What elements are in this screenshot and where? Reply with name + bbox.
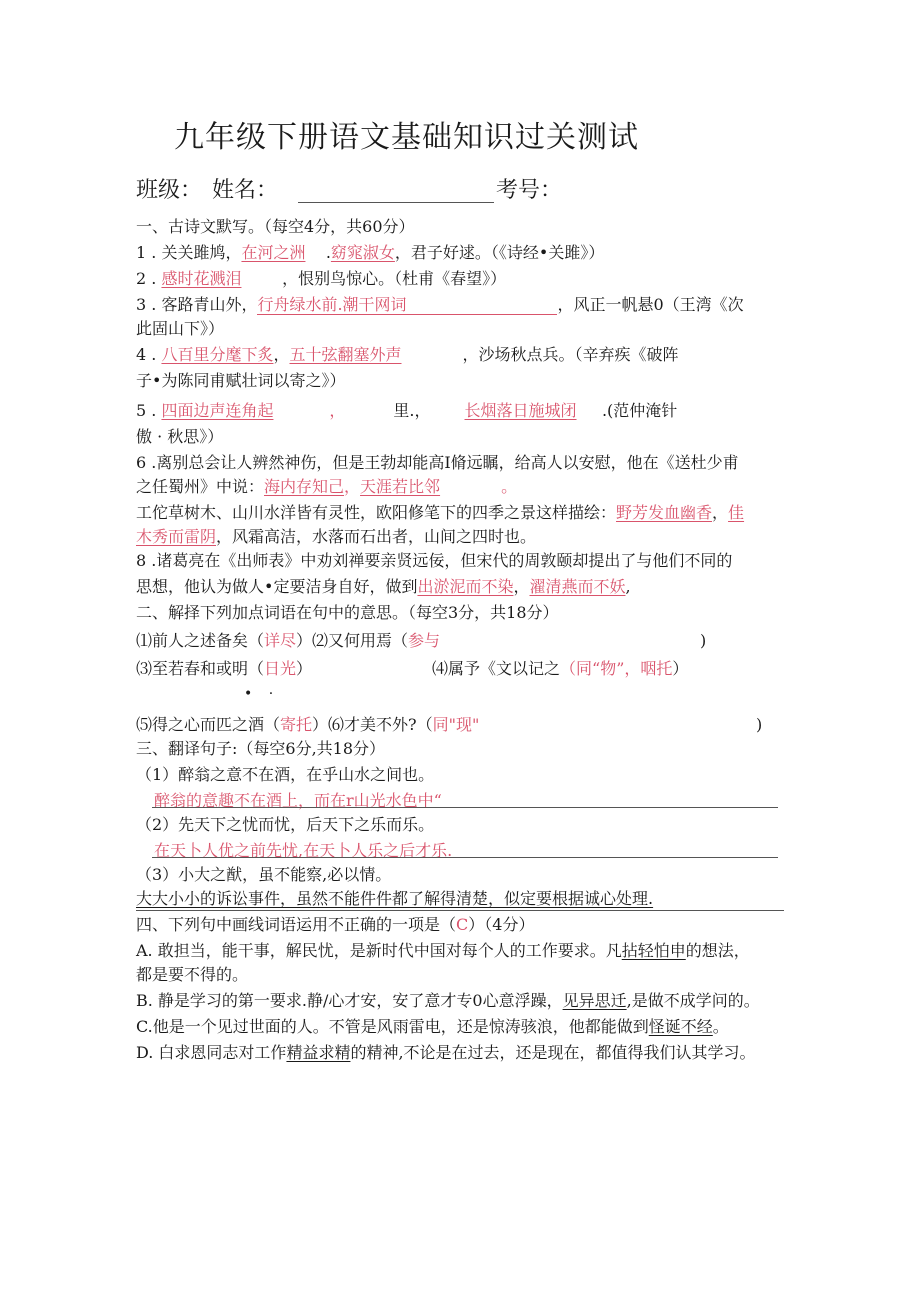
question-8	[136, 550, 732, 572]
option-b-post: ,是做不成学问的。	[626, 991, 760, 1010]
q5-pre: .	[146, 401, 162, 420]
q5-mid-2: 里.，	[393, 401, 431, 420]
item-4-close: ）	[672, 659, 689, 678]
q4-mid: ，	[273, 345, 290, 364]
sentence-1-answer: 醉翁的意趣不在酒上，而在r山光水色中“	[154, 791, 442, 810]
question-1	[136, 242, 604, 264]
item-5-text: ⑸得之心而匹之酒（	[136, 715, 281, 734]
option-c-underlined: 怪诞不经	[648, 1017, 713, 1036]
item-1-answer: 详尽	[264, 631, 297, 650]
option-b-underlined: 见异思迁	[562, 991, 627, 1010]
item-2-close: )	[700, 631, 707, 650]
q8-cont-pre: 思想，他认为做人•定要洁身自好，做到	[136, 577, 418, 596]
name-blank-line	[298, 202, 494, 203]
answer-line-2	[152, 857, 778, 858]
sentence-2: （2）先天下之忧而忧，后天下之乐而乐。	[136, 815, 435, 834]
option-a-continuation: 都是要不得的。	[136, 965, 249, 984]
sentence-1: （1）醉翁之意不在酒，在乎山水之间也。	[136, 765, 435, 784]
q7-continuation	[136, 526, 536, 548]
q3-post: ，风正一帆悬0（王湾《次	[557, 295, 744, 314]
section1-heading: 一、古诗文默写。（每空4分，共60分）	[136, 217, 415, 236]
q6-pre: .离别总会让人辨然神伤，但是王勃却能高Ⅰ脩远瞩，给高人以安慰，他在《送杜少甫	[146, 453, 739, 472]
option-c-pre: C.他是一个见过世面的人。不管是风雨雷电，还是惊涛骇浪，他都能做到	[136, 1017, 649, 1036]
q7-answer-1: 野芳发血幽香	[616, 503, 713, 522]
q2-answer-1: 感时花溅泪	[161, 269, 242, 288]
class-label: 班级：	[136, 178, 203, 203]
q1-post: ，君子好逑。（《诗经•关雎》）	[394, 243, 605, 262]
q3-pre: . 客路青山外，	[146, 295, 258, 314]
question-2	[136, 268, 506, 290]
option-c-post: 。	[712, 1017, 729, 1036]
q1-answer-2: 窈窕淑女	[330, 243, 395, 262]
item-3-answer: 日光	[264, 659, 297, 678]
q5-answer-1: 四面边声连角起	[161, 401, 274, 420]
item-6-answer: 同"现"	[432, 715, 480, 734]
q4-continuation: 子•为陈同甫赋壮词以寄之》）	[136, 371, 346, 390]
exam-no-label: 考号：	[496, 178, 563, 203]
q1-pre: . 关关雎鸠，	[146, 243, 242, 262]
item-2-text: ）⑵又何用焉（	[296, 631, 409, 650]
answer-line-3	[136, 910, 784, 911]
section4-heading-post: ）（4分）	[468, 915, 535, 934]
q1-mid: .	[305, 243, 331, 262]
item-3-text: ⑶至若春和或明（	[136, 659, 265, 678]
page-title: 九年级下册语文基础知识过关测试	[174, 120, 639, 155]
section2-row-1	[136, 630, 440, 652]
q4-pre: .	[146, 345, 162, 364]
section4-answer: C	[456, 915, 469, 934]
section2-row-2a	[136, 658, 312, 680]
option-a-post: 的想法，	[685, 941, 750, 960]
question-5	[136, 400, 677, 422]
q8-answer-2: 濯清燕而不妖	[529, 577, 626, 596]
emphasis-dots: • ·	[244, 686, 280, 702]
sentence-3: （3）小大之猷，虽不能察,必以情。	[136, 865, 392, 884]
section3-heading: 三、翻译句子:（每空6分,共18分）	[136, 739, 386, 758]
sentence-2-answer: 在天卜人优之前先忧,在天卜人乐之后才乐.	[154, 841, 453, 860]
q8-num: 8	[136, 551, 147, 570]
question-7	[136, 502, 744, 524]
option-d	[136, 1042, 756, 1064]
q7-mid: ，	[712, 503, 729, 522]
q4-post: ，沙场秋点兵。（辛弃疾《破阵	[401, 345, 679, 364]
option-d-underlined: 精益求精	[286, 1043, 351, 1062]
q5-num: 5	[136, 401, 147, 420]
q3-continuation: 此固山下》）	[136, 319, 225, 338]
item-1-text: ⑴前人之述备矣（	[136, 631, 265, 650]
q5-continuation: 傲 · 秋思》）	[136, 427, 224, 446]
q6-mid: ，	[344, 477, 361, 496]
q7-answer-2b: 木秀而雷阴	[136, 527, 217, 546]
q7-post: ，风霜高洁，水落而石出者，山间之四时也。	[216, 527, 537, 546]
option-d-pre: D. 白求恩同志对工作	[136, 1043, 287, 1062]
question-6	[136, 452, 739, 474]
name-label: 姓名：	[212, 178, 279, 203]
q3-num: 3	[136, 295, 147, 314]
question-4	[136, 344, 679, 366]
item-3-close: ）	[296, 659, 313, 678]
q7-answer-2a: 佳	[728, 503, 745, 522]
q8-post: ,	[625, 577, 631, 596]
option-b	[136, 990, 760, 1012]
q6-cont-pre: 之任蜀州》中说：	[136, 477, 265, 496]
q4-answer-2: 五十弦翻塞外声	[289, 345, 402, 364]
section4-heading-pre: 四、下列句中画线词语运用不正确的一项是（	[136, 915, 457, 934]
item-4-text: ⑷属予《文以记之	[432, 659, 561, 678]
q6-continuation	[136, 476, 517, 498]
sentence-3-answer: 大大小小的诉讼事件，虽然不能件件都了解得清楚，似定要根据诚心处理.	[136, 889, 654, 908]
section2-row-2b	[432, 658, 688, 680]
q8-mid: ，	[513, 577, 530, 596]
q8-pre: .诸葛亮在《出师表》中劝刘禅要亲贤远佞，但宋代的周敦颐却提出了与他们不同的	[146, 551, 733, 570]
answer-line-1	[152, 807, 778, 808]
q7-pre: 工佗草树木、山川水洋皆有灵性，欧阳修笔下的四季之景这样描绘：	[136, 503, 617, 522]
q8-continuation	[136, 576, 631, 598]
q6-num: 6	[136, 453, 147, 472]
q6-post: 。	[440, 477, 518, 496]
q5-post: .(范仲淹针	[576, 401, 678, 420]
section2-heading: 二、解择下列加点词语在句中的意思。（每空3分，共18分）	[136, 603, 559, 622]
q4-answer-1: 八百里分麾下炙	[161, 345, 274, 364]
option-a-underlined: 拈轻怕申	[621, 941, 686, 960]
q5-mid-1: ，	[273, 401, 346, 420]
q6-answer-1: 海内存知己	[264, 477, 345, 496]
option-d-post: 的精神,不论是在过去，还是现在，都值得我们认其学习。	[350, 1043, 756, 1062]
q5-answer-3: 长烟落日施城闭	[464, 401, 577, 420]
option-a	[136, 940, 750, 962]
q2-pre: .	[146, 269, 162, 288]
item-6-text: ）⑹才美不外?（	[312, 715, 433, 734]
q3-answer-1: 行舟绿水前.潮干网词	[257, 296, 557, 315]
question-3	[136, 294, 744, 316]
q1-answer-1: 在河之洲	[241, 243, 306, 262]
q8-answer-1: 出淤泥而不染	[417, 577, 514, 596]
option-c	[136, 1016, 729, 1038]
option-a-pre: A. 敢担当，能干事，解民忧，是新时代中国对每个人的工作要求。凡	[136, 941, 622, 960]
section4-heading	[136, 914, 534, 936]
q1-num: 1	[136, 243, 147, 262]
item-4-answer: （同“物”，咽托	[560, 659, 673, 678]
q4-num: 4	[136, 345, 147, 364]
section2-row-3	[136, 714, 479, 736]
q2-post: ，恨别鸟惊心。（杜甫《春望》）	[241, 269, 507, 288]
item-5-answer: 寄托	[280, 715, 313, 734]
q2-num: 2	[136, 269, 147, 288]
q6-answer-2: 天涯若比邻	[360, 477, 441, 496]
option-b-pre: B. 静是学习的第一要求.静/心才安，安了意才专0心意浮躁，	[136, 991, 563, 1010]
item-2-answer: 参与	[408, 631, 441, 650]
item-6-close: )	[756, 715, 763, 734]
